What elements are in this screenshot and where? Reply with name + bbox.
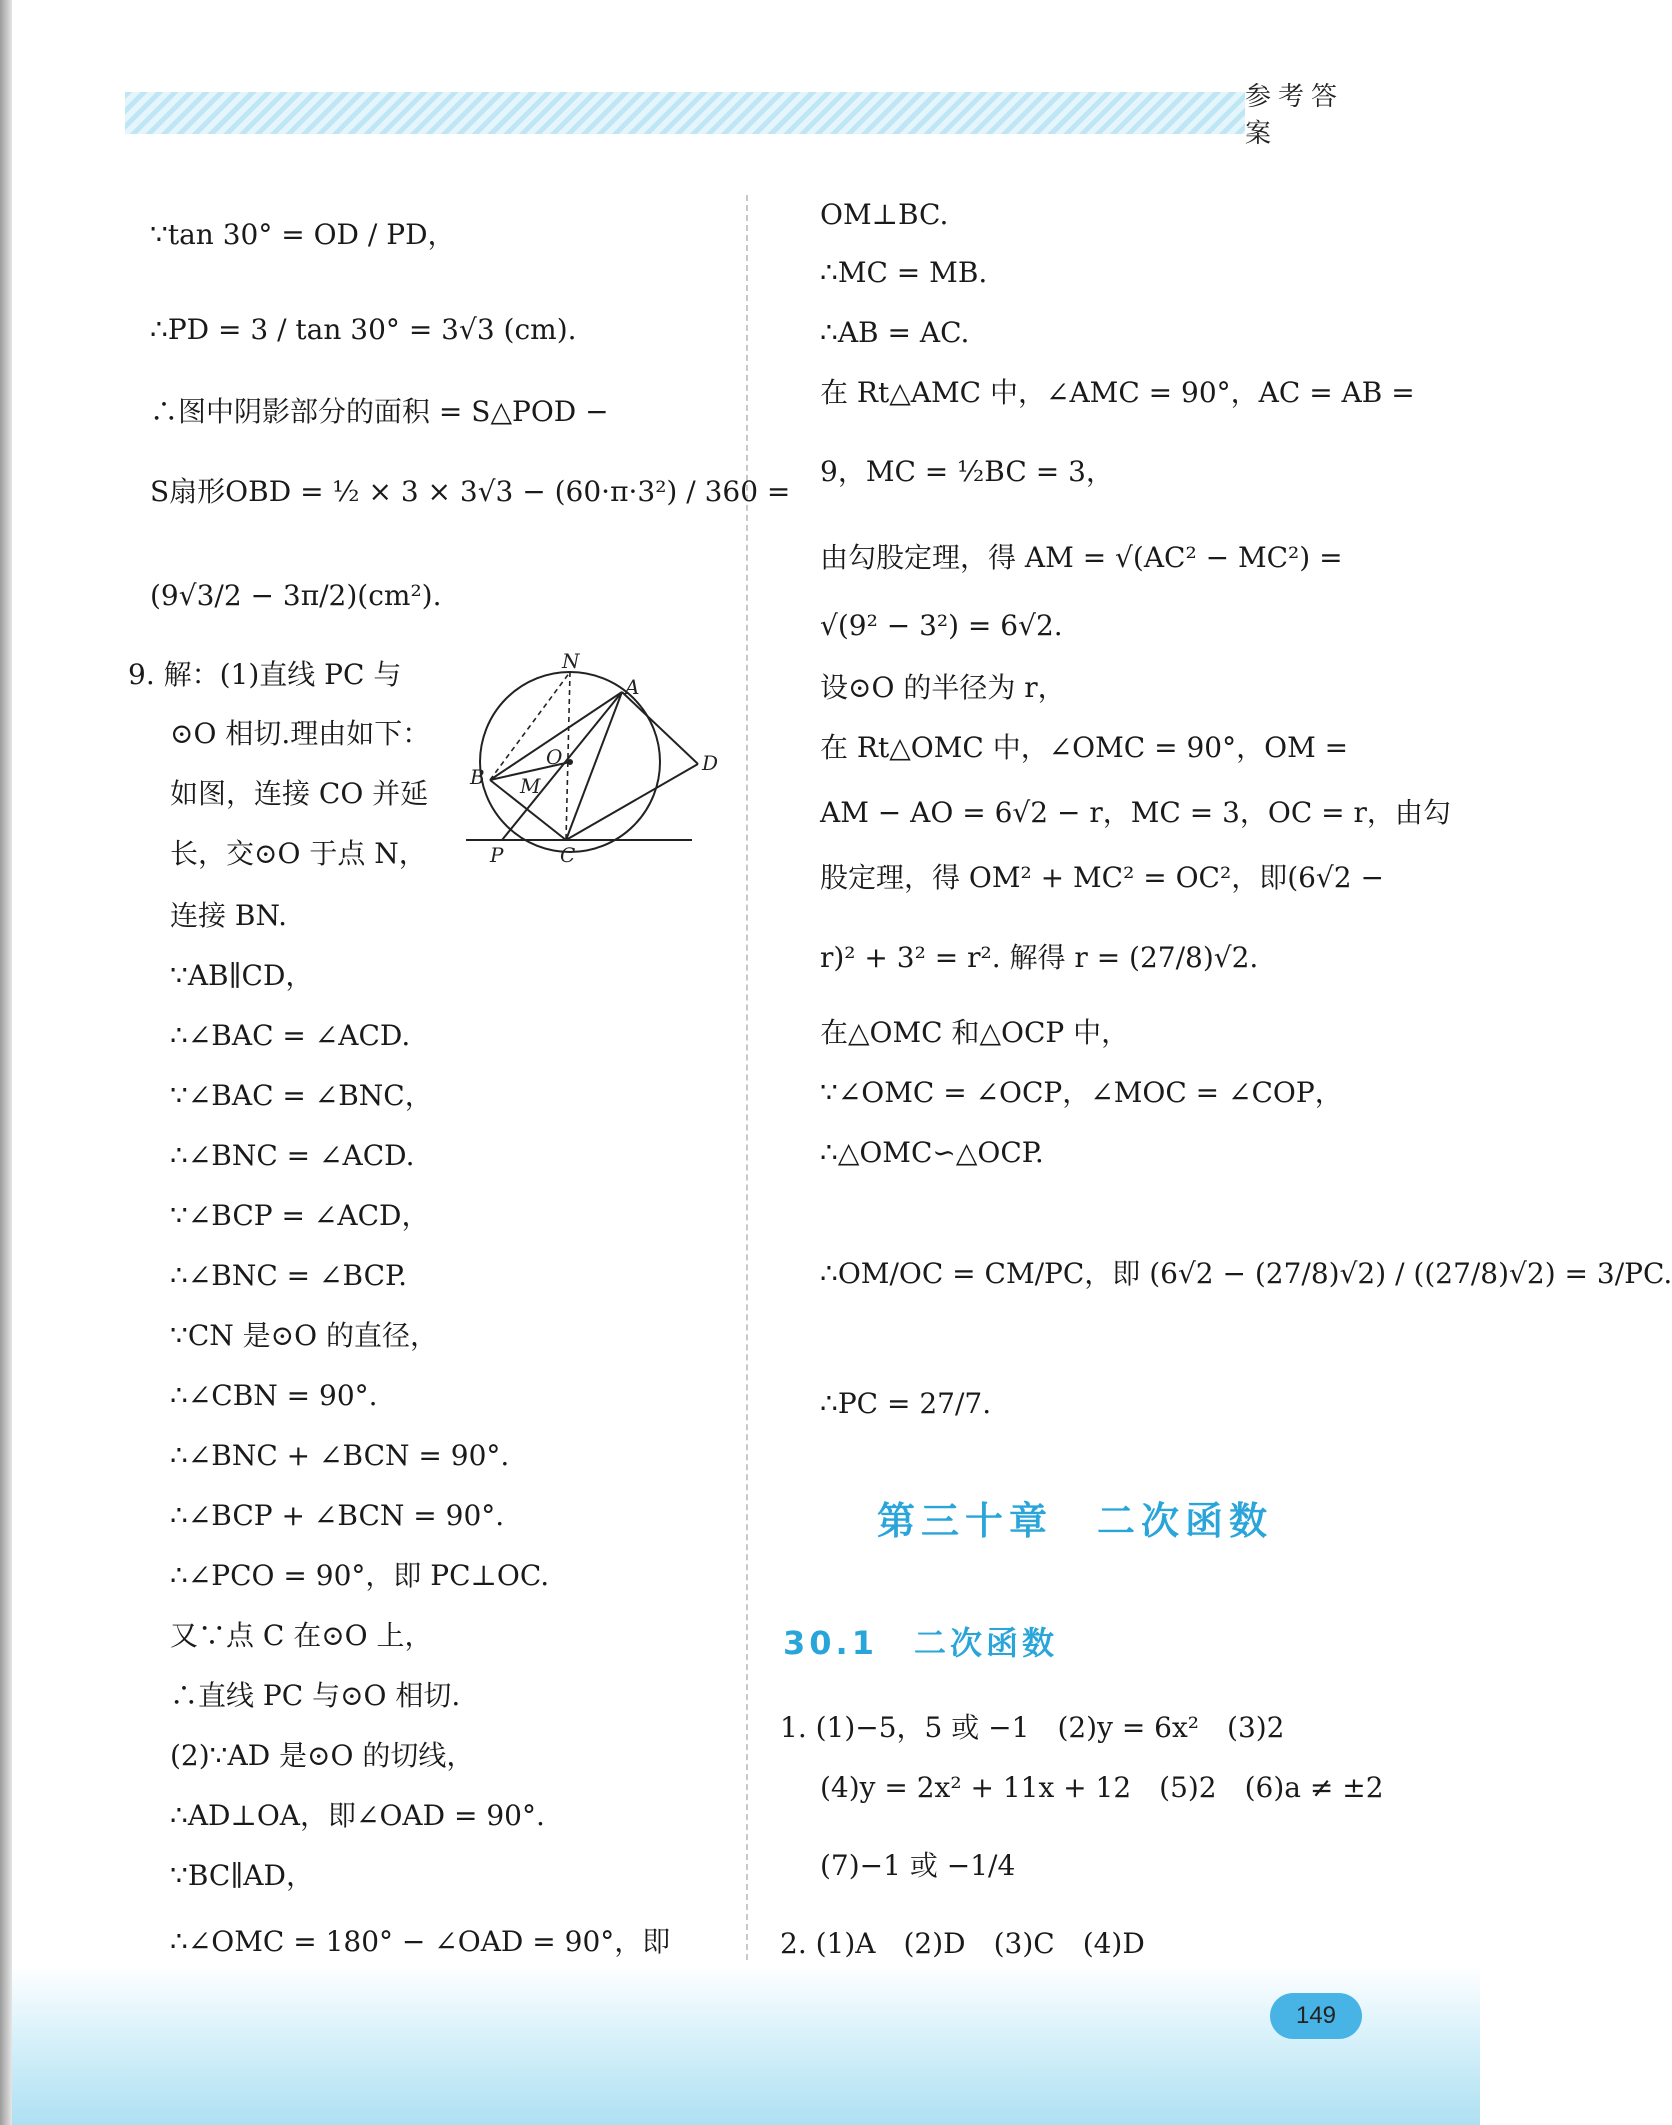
page-edge: [0, 0, 12, 2125]
text-line: ∴直线 PC 与⊙O 相切.: [170, 1679, 461, 1712]
text-line: 在 Rt△AMC 中，∠AMC = 90°，AC = AB =: [820, 376, 1415, 409]
text-line: ∴∠BNC = ∠ACD.: [170, 1139, 415, 1172]
text-line: ∵∠BAC = ∠BNC，: [170, 1079, 433, 1112]
text-line: ∴∠BAC = ∠ACD.: [170, 1019, 411, 1052]
text-line: (9√3/2 − 3π/2)(cm²).: [150, 579, 442, 612]
text-line: ∴PC = 27/7.: [820, 1387, 992, 1420]
column-divider: [746, 195, 748, 1960]
answer-line: (4)y = 2x² + 11x + 12 (5)2 (6)a ≠ ±2: [820, 1771, 1384, 1804]
header-band: [125, 82, 1365, 149]
label-b: B: [470, 765, 485, 789]
label-m: M: [520, 774, 541, 798]
text-line: ∴∠CBN = 90°.: [170, 1379, 378, 1412]
text-line: 在 Rt△OMC 中，∠OMC = 90°，OM =: [820, 731, 1349, 764]
text-line: OM⊥BC.: [820, 198, 949, 231]
text-line: ∴图中阴影部分的面积 = S△POD −: [150, 395, 609, 428]
text-line: ∵tan 30° = OD / PD，: [150, 218, 456, 251]
text-line: 由勾股定理，得 AM = √(AC² − MC²) =: [820, 541, 1343, 574]
text-line: ∵CN 是⊙O 的直径，: [170, 1319, 438, 1352]
answer-line: 1. (1)−5，5 或 −1 (2)y = 6x² (3)2: [780, 1711, 1285, 1744]
text-line: 股定理，得 OM² + MC² = OC²，即(6√2 −: [820, 861, 1384, 894]
answer-line: 2. (1)A (2)D (3)C (4)D: [780, 1927, 1145, 1960]
text-line: ∵BC∥AD，: [170, 1859, 314, 1892]
text-line: ∵AB∥CD，: [170, 959, 314, 992]
text-line: 又∵点 C 在⊙O 上，: [170, 1619, 433, 1652]
section-title: 30.1 二次函数: [783, 1624, 1058, 1662]
answer-line: (7)−1 或 −1/4: [820, 1849, 1016, 1882]
text-line: ∴∠PCO = 90°，即 PC⊥OC.: [170, 1559, 550, 1592]
label-d: D: [702, 751, 719, 775]
text-line: ∴△OMC∽△OCP.: [820, 1136, 1044, 1169]
geometry-figure: [462, 650, 734, 870]
page-number: 149: [1270, 1993, 1362, 2039]
text-line: 9，MC = ½BC = 3，: [820, 455, 1114, 488]
label-n: N: [562, 649, 580, 673]
text-line: 在△OMC 和△OCP 中，: [820, 1016, 1130, 1049]
text-line: 长，交⊙O 于点 N，: [170, 837, 427, 870]
text-line: r)² + 3² = r². 解得 r = (27/8)√2.: [820, 941, 1259, 974]
text-line: ∴MC = MB.: [820, 256, 988, 289]
text-line: ∴∠BCP + ∠BCN = 90°.: [170, 1499, 505, 1532]
chapter-title: 第三十章 二次函数: [877, 1499, 1274, 1543]
text-line: ∴PD = 3 / tan 30° = 3√3 (cm).: [150, 313, 577, 346]
text-line: ∵∠OMC = ∠OCP，∠MOC = ∠COP，: [820, 1076, 1343, 1109]
text-line: 连接 BN.: [170, 899, 288, 932]
text-line: 如图，连接 CO 并延: [170, 777, 429, 810]
text-line: AM − AO = 6√2 − r，MC = 3，OC = r，由勾: [820, 796, 1451, 829]
text-line: ∴AD⊥OA，即∠OAD = 90°.: [170, 1799, 545, 1832]
text-line: ∴∠BNC = ∠BCP.: [170, 1259, 408, 1292]
segment-ca: [566, 692, 622, 840]
text-line: ∴AB = AC.: [820, 316, 970, 349]
text-line: ∵∠BCP = ∠ACD，: [170, 1199, 430, 1232]
bottom-band: [12, 1965, 1480, 2125]
text-line: ⊙O 相切.理由如下：: [170, 717, 431, 750]
text-line: 9. 解：(1)直线 PC 与: [128, 658, 402, 691]
center-point: [567, 759, 573, 765]
text-line: ∴∠BNC + ∠BCN = 90°.: [170, 1439, 510, 1472]
header-label: 参考答案: [1245, 92, 1365, 134]
text-line: (2)∵AD 是⊙O 的切线，: [170, 1739, 475, 1772]
text-line: ∴OM/OC = CM/PC，即 (6√2 − (27/8)√2) / ((27/8)√2) = 3/PC.: [820, 1257, 1672, 1290]
text-line: S扇形OBD = ½ × 3 × 3√3 − (60·π·3²) / 360 =: [150, 475, 791, 508]
label-c: C: [560, 843, 576, 867]
text-line: ∴∠OMC = 180° − ∠OAD = 90°，即: [170, 1925, 671, 1958]
text-line: 设⊙O 的半径为 r，: [820, 671, 1066, 704]
text-line: √(9² − 3²) = 6√2.: [820, 609, 1063, 642]
label-a: A: [625, 675, 640, 699]
label-o: O: [546, 745, 563, 769]
label-p: P: [490, 843, 504, 867]
